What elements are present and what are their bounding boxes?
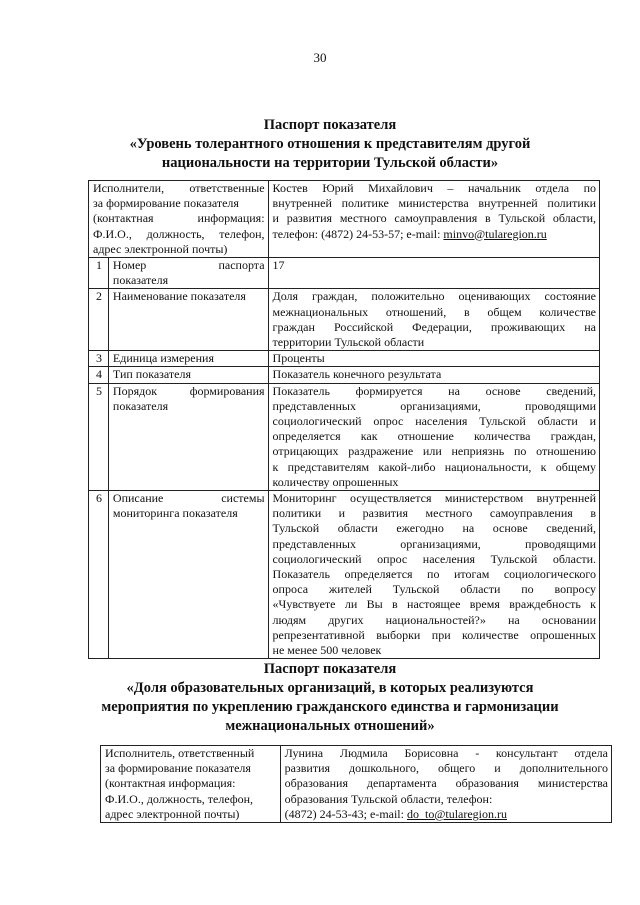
value-line: образования департамента образования министерства bbox=[284, 776, 608, 791]
title-line: Паспорт показателя bbox=[263, 117, 397, 133]
row-value bbox=[268, 367, 599, 383]
row-label bbox=[108, 383, 268, 490]
value-line: Проценты bbox=[272, 351, 325, 366]
title-line: межнациональных отношений» bbox=[225, 718, 435, 734]
executor-label-cell bbox=[101, 746, 281, 823]
passport-1-title bbox=[60, 116, 600, 173]
title-line: Паспорт показателя bbox=[263, 661, 397, 677]
value-line: репрезентативной выборки при количестве опрошенных bbox=[272, 627, 596, 642]
row-value bbox=[268, 289, 599, 351]
value-line: Показатель формируется на основе сведений, bbox=[272, 383, 596, 398]
phone-text: (4872) 24-53-43; e-mail: bbox=[284, 806, 407, 821]
row-label bbox=[108, 289, 268, 351]
value-line: опроса жителей Тульской области по вопросу bbox=[272, 582, 596, 597]
table-row bbox=[101, 746, 612, 823]
contact-line bbox=[285, 807, 608, 822]
value-line: представленных организациями, проводящими bbox=[272, 398, 596, 413]
row-number: 5 bbox=[89, 383, 109, 490]
value-line: межнациональных отношений, в общем количестве bbox=[272, 304, 596, 319]
label-line: (контактная информация: bbox=[93, 211, 265, 226]
table-row bbox=[89, 289, 600, 351]
row-label bbox=[108, 351, 268, 367]
executor-value-cell bbox=[280, 746, 611, 823]
value-line: к представителям какой-либо национальности, к общему bbox=[272, 459, 596, 474]
row-value bbox=[268, 351, 599, 367]
value-line: определяется как отношение количества граждан, bbox=[272, 429, 596, 444]
email-link[interactable]: minvo@tularegion.ru bbox=[443, 226, 547, 241]
row-value bbox=[268, 383, 599, 490]
value-line: социологический опрос населения Тульской области. bbox=[272, 551, 596, 566]
value-line: «Чувствуете ли Вы в настоящее время враждебность к bbox=[272, 597, 596, 612]
value-line: граждан Российской Федерации, проживающих на bbox=[272, 319, 596, 334]
label-line: показателя bbox=[112, 398, 169, 413]
value-line: Лунина Людмила Борисовна - консультант отдела bbox=[284, 746, 608, 760]
contact-line bbox=[273, 227, 596, 242]
passport-1-table bbox=[88, 180, 600, 659]
value-line: отрицающих раздражение или неприязнь по отношению bbox=[272, 444, 596, 459]
title-line: мероприятия по укреплению гражданского единства и гармонизации bbox=[101, 699, 559, 715]
executor-label-cell bbox=[89, 181, 269, 258]
passport-2-table bbox=[100, 745, 612, 823]
title-line: «Доля образовательных организаций, в которых реализуются bbox=[126, 680, 534, 696]
passport-2-title bbox=[60, 660, 600, 736]
value-line: Тульской области ежегодно на основе сведений, bbox=[272, 521, 596, 536]
value-line: Показатель определяется по итогам социологического bbox=[272, 567, 596, 582]
value-line: образования Тульской области, телефон: bbox=[284, 791, 493, 806]
value-line: и развития местного самоуправления в Тульской области, bbox=[272, 211, 596, 226]
page-number: 30 bbox=[313, 50, 327, 65]
row-number: 6 bbox=[89, 491, 109, 659]
label-line: адрес электронной почты) bbox=[93, 241, 228, 256]
value-line: Костев Юрий Михайлович – начальник отдела по bbox=[272, 181, 596, 195]
row-number: 1 bbox=[89, 258, 109, 289]
email-link[interactable]: do_to@tularegion.ru bbox=[406, 806, 508, 821]
table-row bbox=[89, 258, 600, 289]
value-line: Доля граждан, положительно оценивающих состояние bbox=[272, 289, 596, 304]
label-line: Ф.И.О., должность, телефон, bbox=[105, 791, 254, 806]
label-line: мониторинга показателя bbox=[112, 506, 238, 521]
value-line: людям других национальностей?» на основании bbox=[272, 612, 596, 627]
label-line: Исполнители, ответственные bbox=[93, 181, 265, 195]
value-line: социологический опрос населения Тульской области и bbox=[272, 414, 596, 429]
executor-value-cell bbox=[268, 181, 599, 258]
value-line: развития дошкольного, общего и дополнительного bbox=[284, 761, 608, 776]
label-line: адрес электронной почты) bbox=[105, 806, 240, 821]
value-line: не менее 500 человек bbox=[272, 643, 382, 658]
label-line: Единица измерения bbox=[112, 351, 214, 366]
value-line: 17 bbox=[272, 258, 285, 273]
label-line: (контактная информация: bbox=[105, 776, 236, 791]
value-line: Показатель конечного результата bbox=[272, 367, 442, 382]
value-line: внутренней политике министерства внутренней политики bbox=[272, 196, 596, 211]
label-line: Наименование показателя bbox=[112, 289, 246, 304]
label-line: показателя bbox=[112, 273, 169, 288]
title-line: национальности на территории Тульской области» bbox=[161, 155, 499, 171]
table-row bbox=[89, 491, 600, 659]
table-row bbox=[89, 351, 600, 367]
table-row bbox=[89, 367, 600, 383]
value-line: территории Тульской области bbox=[272, 335, 425, 350]
row-label bbox=[108, 491, 268, 659]
label-line: Тип показателя bbox=[112, 367, 192, 382]
table-row bbox=[89, 181, 600, 258]
row-number: 4 bbox=[89, 367, 109, 383]
row-value bbox=[268, 491, 599, 659]
row-value bbox=[268, 258, 599, 289]
row-number: 3 bbox=[89, 351, 109, 367]
label-line: за формирование показателя bbox=[105, 761, 251, 776]
table-row bbox=[89, 383, 600, 490]
label-line: Исполнитель, ответственный bbox=[105, 746, 255, 760]
value-line: Мониторинг осуществляется министерством внутренней bbox=[272, 491, 596, 506]
label-line: Порядок формирования bbox=[112, 383, 265, 398]
label-line: Описание системы bbox=[112, 491, 265, 506]
row-label bbox=[108, 258, 268, 289]
value-line: представленных организациями, проводящими bbox=[272, 536, 596, 551]
label-line: за формирование показателя bbox=[93, 196, 239, 211]
label-line: Ф.И.О., должность, телефон, bbox=[93, 226, 265, 241]
phone-text: телефон: (4872) 24-53-57; e-mail: bbox=[272, 226, 444, 241]
row-number: 2 bbox=[89, 289, 109, 351]
label-line: Номер паспорта bbox=[112, 258, 265, 273]
value-line: политики и развития местного самоуправления в bbox=[272, 506, 596, 521]
value-line: количеству опрошенных bbox=[272, 474, 399, 489]
row-label bbox=[108, 367, 268, 383]
title-line: «Уровень толерантного отношения к представителям другой bbox=[129, 136, 531, 152]
